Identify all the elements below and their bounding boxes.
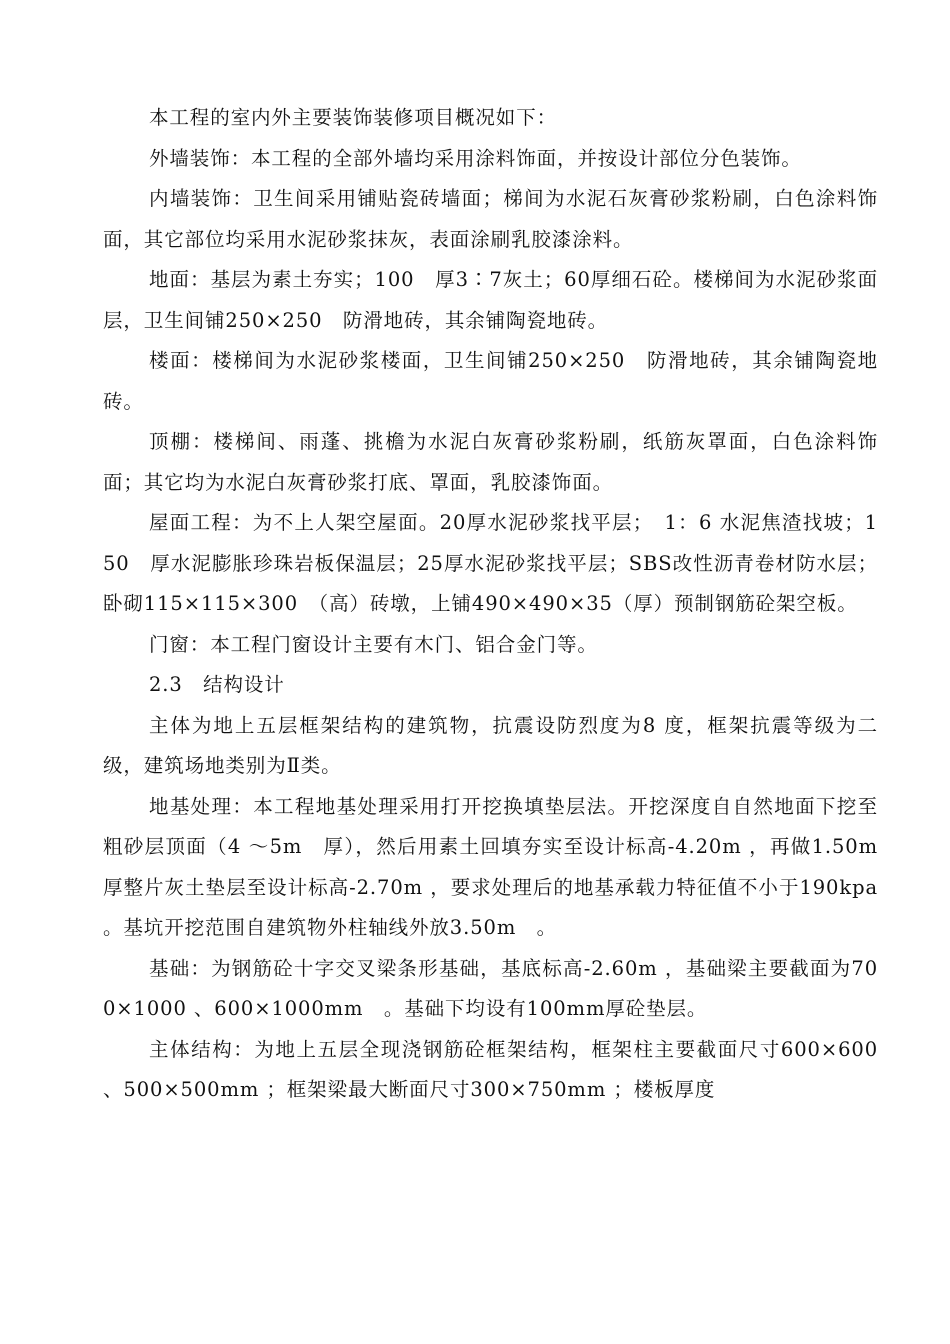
paragraph-floor: 楼面：楼梯间为水泥砂浆楼面，卫生间铺250×250 防滑地砖，其余铺陶瓷地砖。 (103, 349, 878, 413)
paragraph-ground: 地面：基层为素土夯实；100 厚3∶7灰土；60厚细石砼。楼梯间为水泥砂浆面层，卫生间铺250×250 防滑地砖，其余铺陶瓷地砖。 (103, 268, 878, 332)
document-body (103, 98, 899, 1111)
section-heading-structure: 2.3 结构设计 (149, 673, 285, 696)
paragraph-main-structure: 主体结构：为地上五层全现浇钢筋砼框架结构，框架柱主要截面尺寸600×600 、500×500mm ；框架梁最大断面尺寸300×750mm ；楼板厚度 (103, 1037, 899, 1101)
paragraph-foundation-treatment: 地基处理：本工程地基处理采用打开挖换填垫层法。开挖深度自自然地面下挖至粗砂层顶面（4 ～5m 厚），然后用素土回填夯实至设计标高-4.20m ，再做1.50m 厚整片灰土垫层至设计标高-2.70m ，要求处理后的地基承载力特征值不小于190kpa 。基坑开挖范围自建筑物外柱轴线外放3.50m 。 (103, 794, 899, 939)
paragraph-foundation: 基础：为钢筋砼十字交叉梁条形基础，基底标高-2.60m ，基础梁主要截面为700×1000 、600×1000mm 。基础下均设有100mm厚砼垫层。 (103, 956, 878, 1020)
paragraph-structure-main: 主体为地上五层框架结构的建筑物，抗震设防烈度为8 度，框架抗震等级为二级，建筑场地类别为Ⅱ类。 (103, 713, 878, 777)
paragraph-exterior-wall: 外墙装饰：本工程的全部外墙均采用涂料饰面，并按设计部位分色装饰。 (149, 146, 802, 170)
paragraph-doors-windows: 门窗：本工程门窗设计主要有木门、铝合金门等。 (149, 632, 598, 656)
paragraph-interior-wall: 内墙装饰：卫生间采用铺贴瓷砖墙面；梯间为水泥石灰膏砂浆粉刷，白色涂料饰面，其它部位均采用水泥砂浆抹灰，表面涂刷乳胶漆涂料。 (103, 187, 878, 251)
paragraph-ceiling: 顶棚：楼梯间、雨蓬、挑檐为水泥白灰膏砂浆粉刷，纸筋灰罩面，白色涂料饰面；其它均为水泥白灰膏砂浆打底、罩面，乳胶漆饰面。 (103, 430, 878, 494)
paragraph-decoration-overview: 本工程的室内外主要装饰装修项目概况如下： (149, 106, 558, 129)
paragraph-roof: 屋面工程：为不上人架空屋面。20厚水泥砂浆找平层； 1：6 水泥焦渣找坡；150 厚水泥膨胀珍珠岩板保温层；25厚水泥砂浆找平层；SBS改性沥青卷材防水层；卧砌115×115×300 （高）砖墩，上铺490×490×35（厚）预制钢筋砼架空板。 (103, 511, 878, 615)
